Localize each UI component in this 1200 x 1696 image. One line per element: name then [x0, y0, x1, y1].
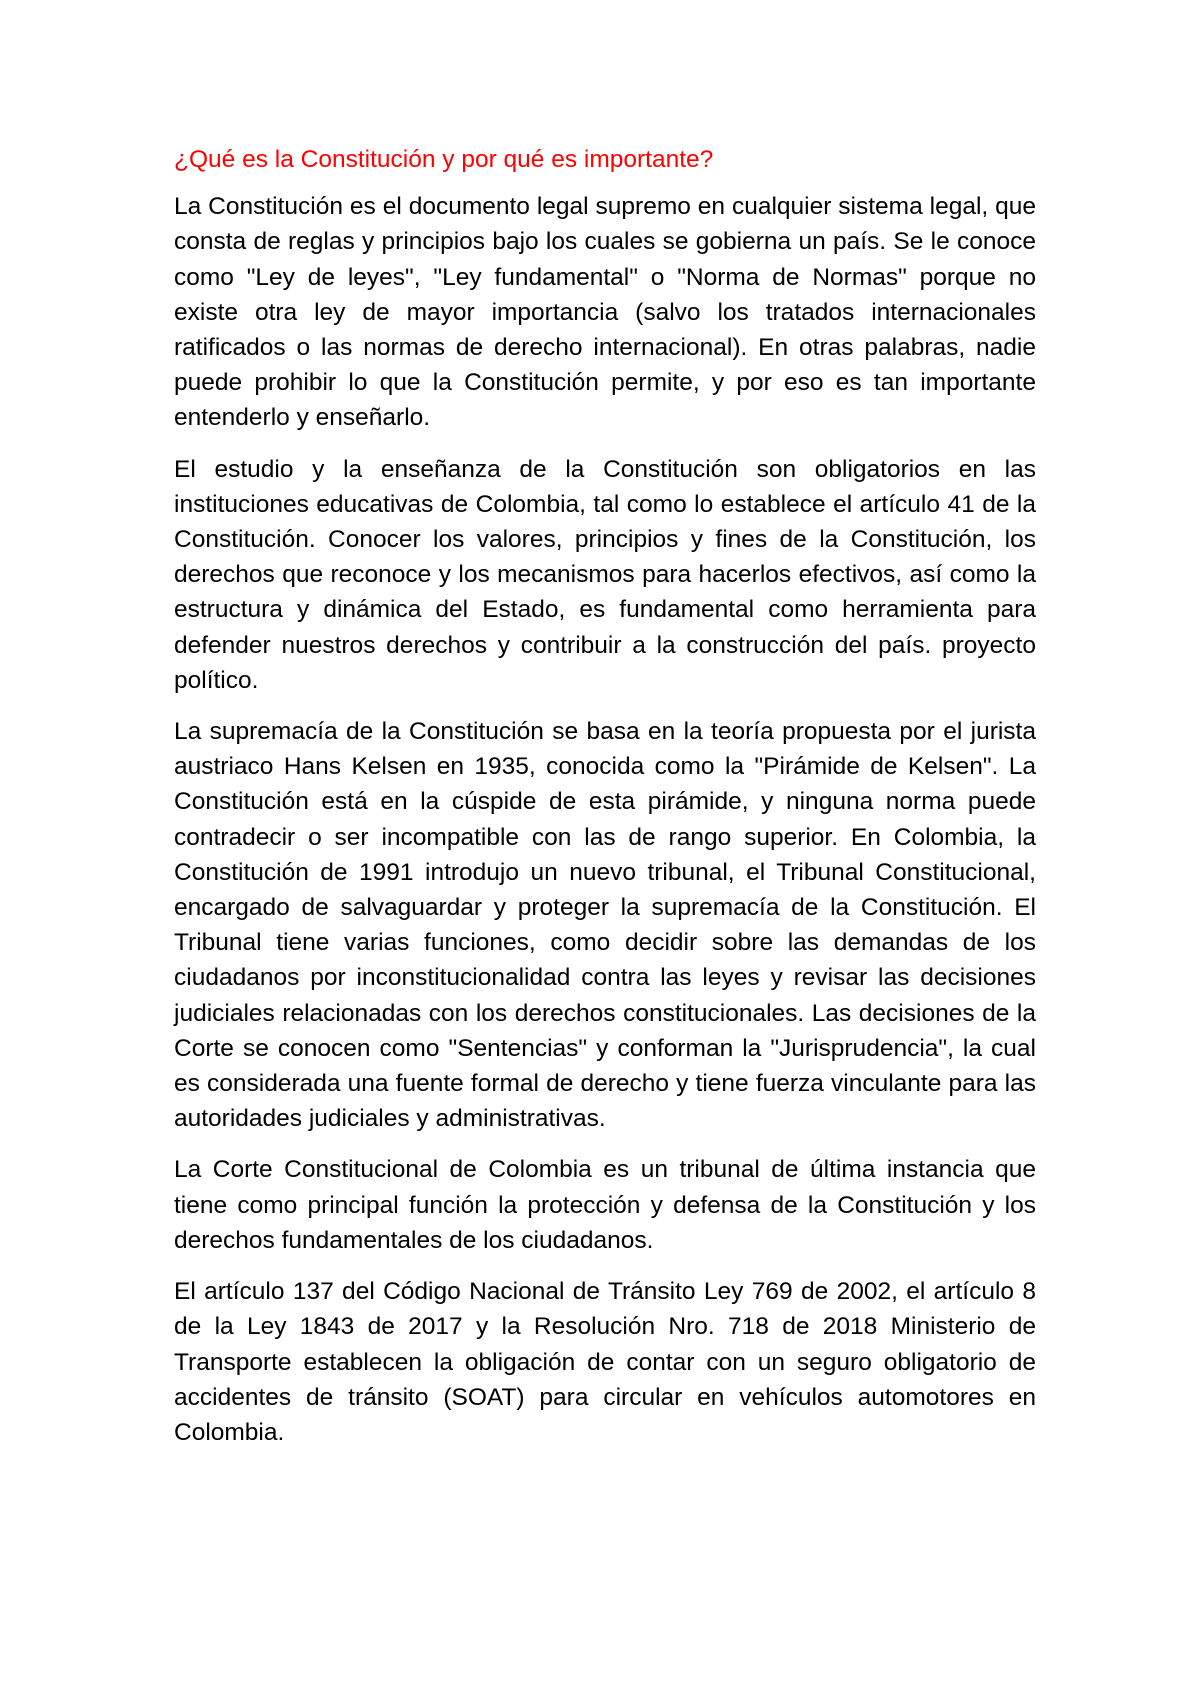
- paragraph-corte-constitucional: La Corte Constitucional de Colombia es un tribunal de última instancia que tiene como principal función la protección y defensa de la Constitución y los derechos fundamentales de los ciudadanos.: [174, 1156, 1036, 1254]
- paragraph-estudio-ensenanza: El estudio y la enseñanza de la Constitución son obligatorios en las instituciones educativas de Colombia, tal como lo establece el artículo 41 de la Constitución. Conocer los valores, principios y fines de la Constitución, los derechos que reconoce y los mecanismos para hacerlos efectivos, así como la estructura y dinámica del Estado, es fundamental como herramienta para defender nuestros derechos y contribuir a la construcción del país. proyecto político.: [174, 455, 1036, 694]
- paragraph-supremacia: La supremacía de la Constitución se basa en la teoría propuesta por el jurista austriaco Hans Kelsen en 1935, conocida como la "Pirámide de Kelsen". La Constitución está en la cúspide de esta pirámide, y ninguna norma puede contradecir o ser incompatible con las de rango superior. En Colombia, la Constitución de 1991 introdujo un nuevo tribunal, el Tribunal Constitucional, encargado de salvaguardar y proteger la supremacía de la Constitución. El Tribunal tiene varias funciones, como decidir sobre las demandas de los ciudadanos por inconstitucionalidad contra las leyes y revisar las decisiones judiciales relacionadas con los derechos constitucionales. Las decisiones de la Corte se conocen como "Sentencias" y conforman la "Jurisprudencia", la cual es considerada una fuente formal de derecho y tiene fuerza vinculante para las autoridades judiciales y administrativas.: [174, 718, 1036, 1133]
- document-page: [174, 142, 1036, 1466]
- paragraph-soat: El artículo 137 del Código Nacional de Tránsito Ley 769 de 2002, el artículo 8 de la Ley 1843 de 2017 y la Resolución Nro. 718 de 2018 Ministerio de Transporte establecen la obligación de contar con un seguro obligatorio de accidentes de tránsito (SOAT) para circular en vehículos automotores en Colombia.: [174, 1278, 1036, 1446]
- document-heading: ¿Qué es la Constitución y por qué es importante?: [174, 146, 714, 173]
- paragraph-constitucion-definicion: La Constitución es el documento legal supremo en cualquier sistema legal, que consta de reglas y principios bajo los cuales se gobierna un país. Se le conoce como "Ley de leyes", "Ley fundamental" o "Norma de Normas" porque no existe otra ley de mayor importancia (salvo los tratados internacionales ratificados o las normas de derecho internacional). En otras palabras, nadie puede prohibir lo que la Constitución permite, y por eso es tan importante entenderlo y enseñarlo.: [174, 193, 1036, 432]
